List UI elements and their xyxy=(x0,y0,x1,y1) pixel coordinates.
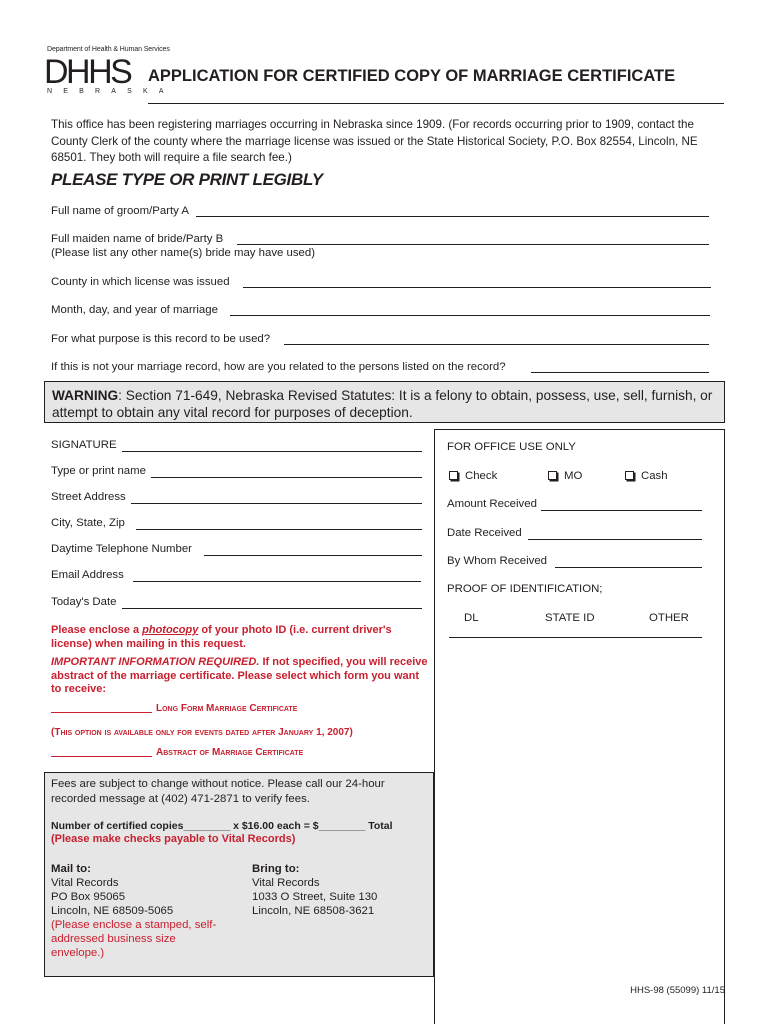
cash-checkbox[interactable] xyxy=(625,471,634,480)
proof-id-field[interactable] xyxy=(449,637,702,638)
marriage-date-field[interactable] xyxy=(230,315,710,316)
photo-id-note xyxy=(51,624,426,651)
email-label: Email Address xyxy=(51,569,124,581)
bring-to-label: Bring to: xyxy=(252,863,300,875)
copies-line: Number of certified copies________ x $16.00 each = $________ Total xyxy=(51,820,393,832)
abstract-field[interactable] xyxy=(51,756,152,757)
long-form-label: Long Form Marriage Certificate xyxy=(156,703,298,714)
street-label: Street Address xyxy=(51,491,126,503)
check-label: Check xyxy=(465,470,498,482)
email-field[interactable] xyxy=(133,581,421,582)
county-field[interactable] xyxy=(243,287,711,288)
mo-label: MO xyxy=(564,470,583,482)
bring-name: Vital Records xyxy=(252,877,320,889)
city-field[interactable] xyxy=(136,529,422,530)
county-label: County in which license was issued xyxy=(51,276,230,288)
long-form-field[interactable] xyxy=(51,712,152,713)
department-name: Department of Health & Human Services xyxy=(47,46,170,53)
street-field[interactable] xyxy=(131,503,422,504)
important-text: If not specified, you will receive abstract of the marriage certificate. Please select which form you want to receive: xyxy=(51,656,428,695)
bride-field[interactable] xyxy=(237,244,709,245)
purpose-field[interactable] xyxy=(284,344,709,345)
important-heading: IMPORTANT INFORMATION REQUIRED. xyxy=(51,656,260,668)
relation-field[interactable] xyxy=(531,372,709,373)
dl-label: DL xyxy=(464,612,479,624)
groom-label: Full name of groom/Party A xyxy=(51,205,190,217)
mail-box: PO Box 95065 xyxy=(51,891,126,903)
photo-id-note-pre: Please enclose a xyxy=(51,624,143,636)
office-use-box xyxy=(434,429,725,1024)
by-whom-field[interactable] xyxy=(555,567,702,568)
phone-field[interactable] xyxy=(204,555,422,556)
print-name-field[interactable] xyxy=(151,477,422,478)
today-date-label: Today's Date xyxy=(51,596,117,608)
check-checkbox[interactable] xyxy=(449,471,458,480)
important-note xyxy=(51,656,429,697)
page-title: APPLICATION FOR CERTIFIED COPY OF MARRIAGE CERTIFICATE xyxy=(148,67,676,85)
warning-text: : Section 71-649, Nebraska Revised Statutes: It is a felony to obtain, possess, use, sell, furnish, or attempt to obtain any vital record for purposes of deception. xyxy=(52,388,713,420)
bride-label: Full maiden name of bride/Party B xyxy=(51,233,224,245)
amount-field[interactable] xyxy=(541,510,702,511)
fees-box xyxy=(44,772,434,977)
mo-option[interactable] xyxy=(548,470,582,482)
marriage-date-label: Month, day, and year of marriage xyxy=(51,304,218,316)
date-received-field[interactable] xyxy=(528,539,702,540)
phone-label: Daytime Telephone Number xyxy=(51,543,192,555)
long-form-option-note: (This option is available only for events dated after January 1, 2007) xyxy=(51,727,353,738)
bride-note: (Please list any other name(s) bride may have used) xyxy=(51,247,316,259)
warning-box xyxy=(44,381,725,423)
abstract-label: Abstract of Marriage Certificate xyxy=(156,747,304,758)
relation-label: If this is not your marriage record, how are you related to the persons listed on the record? xyxy=(51,361,506,373)
photo-id-note-post: of your photo ID (i.e. current driver's license) when mailing in this request. xyxy=(51,624,392,650)
city-label: City, State, Zip xyxy=(51,517,125,529)
today-date-field[interactable] xyxy=(122,608,422,609)
form-number: HHS-98 (55099) 11/15 xyxy=(630,985,725,996)
instruction-heading: PLEASE TYPE OR PRINT LEGIBLY xyxy=(51,170,323,189)
photocopy-emphasis: photocopy xyxy=(142,624,199,636)
checks-payable-note: (Please make checks payable to Vital Records) xyxy=(51,833,296,845)
envelope-note: (Please enclose a stamped, self-addressed business size envelope.) xyxy=(51,919,217,959)
groom-field[interactable] xyxy=(196,216,709,217)
mail-city: Lincoln, NE 68509-5065 xyxy=(51,905,174,917)
state-name: NEBRASKA xyxy=(47,88,175,95)
signature-label: SIGNATURE xyxy=(51,439,117,451)
bring-city: Lincoln, NE 68508-3621 xyxy=(252,905,375,917)
date-received-label: Date Received xyxy=(447,527,522,539)
check-option[interactable] xyxy=(449,470,497,482)
other-label: OTHER xyxy=(649,612,689,624)
fees-text: Fees are subject to change without notice. Please call our 24-hour recorded message at (402) 471-2871 to verify fees. xyxy=(51,778,385,805)
by-whom-label: By Whom Received xyxy=(447,555,548,567)
bring-street: 1033 O Street, Suite 130 xyxy=(252,891,378,903)
header-divider xyxy=(148,103,724,104)
signature-field[interactable] xyxy=(122,451,422,452)
mail-name: Vital Records xyxy=(51,877,119,889)
cash-option[interactable] xyxy=(625,470,668,482)
state-id-label: STATE ID xyxy=(545,612,595,624)
mo-checkbox[interactable] xyxy=(548,471,557,480)
intro-text: This office has been registering marriages occurring in Nebraska since 1909. (For records occurring prior to 1909, contact the County Clerk of the county where the marriage license was issued or the State Historical Society, P.O. Box 82554, Lincoln, NE 68501. They both will require a file search fee.) xyxy=(51,118,698,164)
warning-label: WARNING xyxy=(52,388,119,403)
proof-id-label: PROOF OF IDENTIFICATION; xyxy=(447,583,603,595)
cash-label: Cash xyxy=(641,470,668,482)
amount-label: Amount Received xyxy=(447,498,537,510)
mail-to-label: Mail to: xyxy=(51,863,91,875)
purpose-label: For what purpose is this record to be used? xyxy=(51,333,271,345)
dhhs-logo: DHHS xyxy=(44,53,131,91)
print-name-label: Type or print name xyxy=(51,465,146,477)
office-use-title: FOR OFFICE USE ONLY xyxy=(447,441,576,453)
